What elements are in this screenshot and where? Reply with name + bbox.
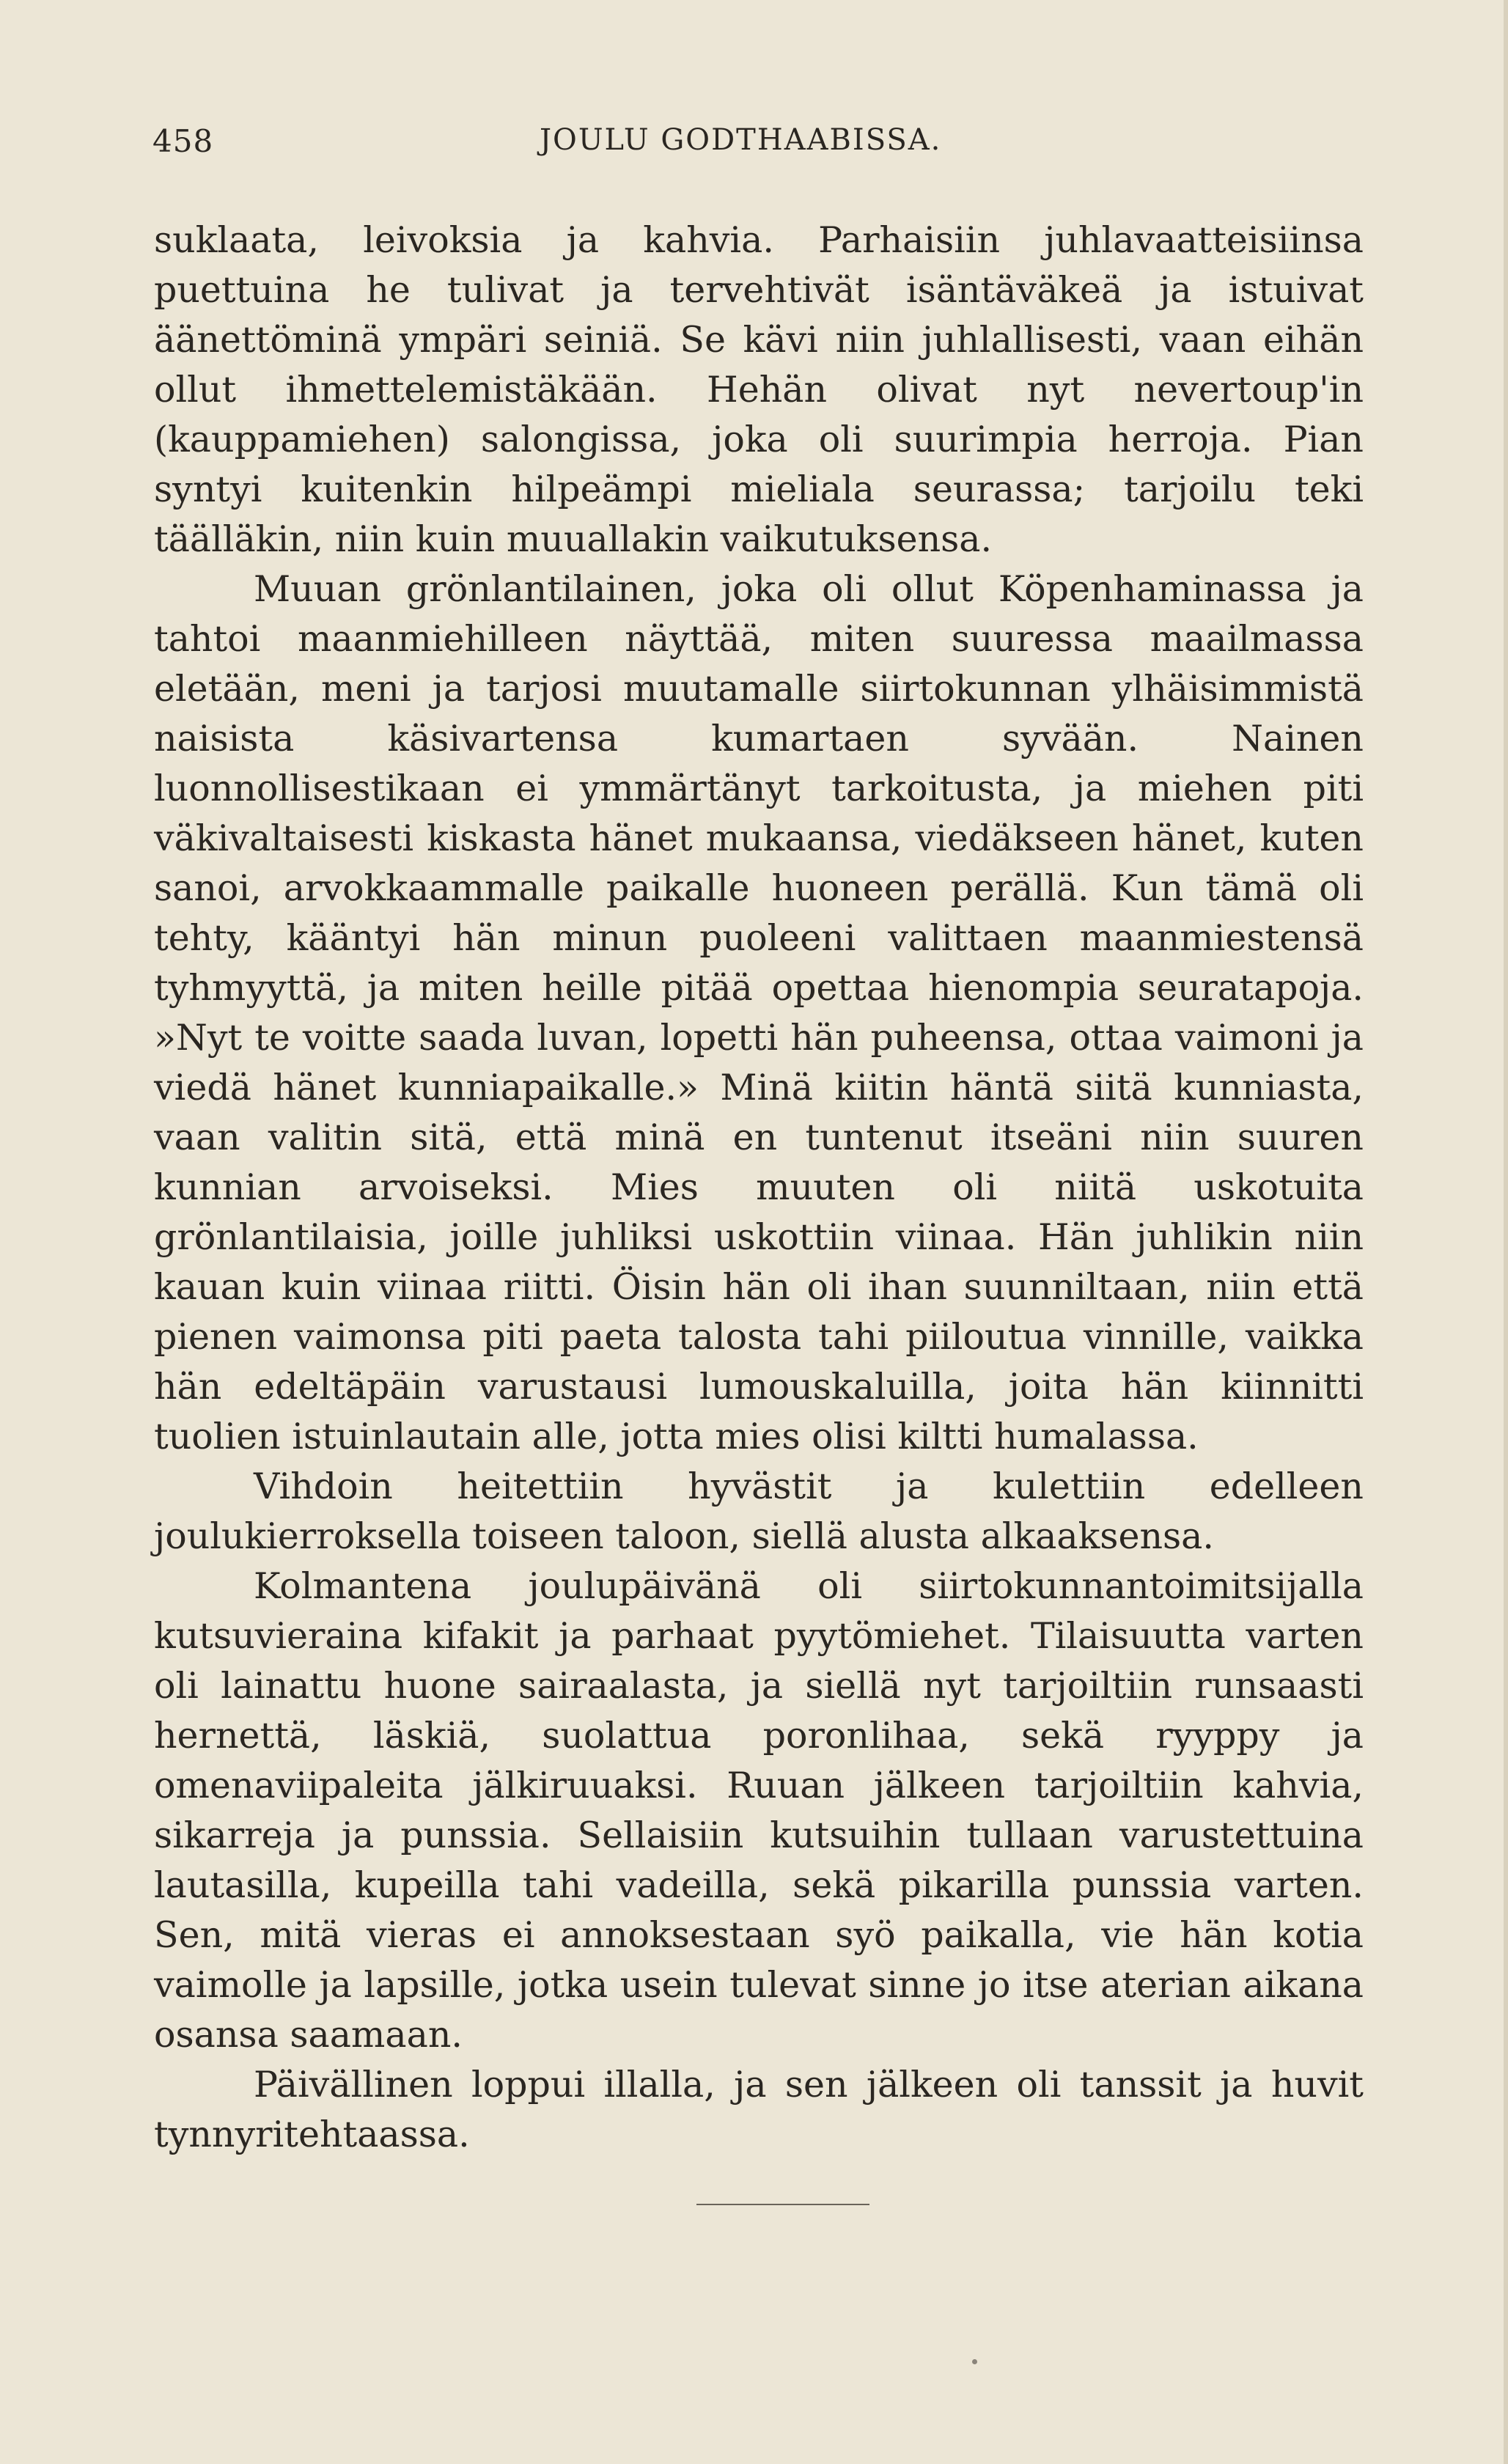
paper-speck [972, 2359, 977, 2364]
page-header [152, 123, 1355, 167]
section-divider [696, 2204, 869, 2205]
running-title: JOULU GODTHAABISSA. [540, 123, 942, 157]
page-number: 458 [152, 123, 214, 159]
paragraph-4: Kolmantena joulupäivänä oli siirtokunnantoimitsijalla kutsuvieraina kifakit ja parhaat pyytömiehet. Tilaisuutta varten oli lainattu huone sairaalasta, ja siellä nyt tarjoiltiin runsaasti hernettä, läskiä, suolattua poronlihaa, sekä ryyppy ja omenaviipaleita jälkiruuaksi. Ruuan jälkeen tarjoiltiin kahvia, sikarreja ja punssia. Sellaisiin kutsuihin tullaan varustettuina lautasilla, kupeilla tahi vadeilla, sekä pikarilla punssia varten. Sen, mitä vieras ei annoksestaan syö paikalla, vie hän kotia vaimolle ja lapsille, jotka usein tulevat sinne jo itse aterian aikana osansa saamaan. [154, 1565, 1364, 2056]
page-edge [1504, 0, 1508, 2464]
paragraph-3: Vihdoin heitettiin hyvästit ja kulettiin edelleen joulukierroksella toiseen taloon, siellä alusta alkaaksensa. [154, 1465, 1364, 1557]
body-text [154, 216, 1364, 2160]
paragraph-5: Päivällinen loppui illalla, ja sen jälkeen oli tanssit ja huvit tynnyritehtaassa. [154, 2064, 1364, 2155]
paragraph-1: suklaata, leivoksia ja kahvia. Parhaisiin juhlavaatteisiinsa puettuina he tulivat ja tervehtivät isäntäväkeä ja istuivat äänettöminä ympäri seiniä. Se kävi niin juhlallisesti, vaan eihän ollut ihmettelemistäkään. Hehän olivat nyt nevertoup'in (kauppamiehen) salongissa, joka oli suurimpia herroja. Pian syntyi kuitenkin hilpeämpi mieliala seurassa; tarjoilu teki täälläkin, niin kuin muuallakin vaikutuksensa. [154, 219, 1364, 560]
paragraph-2: Muuan grönlantilainen, joka oli ollut Köpenhaminassa ja tahtoi maanmiehilleen näyttää, miten suuressa maailmassa eletään, meni ja tarjosi muutamalle siirtokunnan ylhäisimmistä naisista käsivartensa kumartaen syvään. Nainen luonnollisestikaan ei ymmärtänyt tarkoitusta, ja miehen piti väkivaltaisesti kiskasta hänet mukaansa, viedäkseen hänet, kuten sanoi, arvokkaammalle paikalle huoneen perällä. Kun tämä oli tehty, kääntyi hän minun puoleeni valittaen maanmiestensä tyhmyyttä, ja miten heille pitää opettaa hienompia seuratapoja. »Nyt te voitte saada luvan, lopetti hän puheensa, ottaa vaimoni ja viedä hänet kunniapaikalle.» Minä kiitin häntä siitä kunniasta, vaan valitin sitä, että minä en tuntenut itseäni niin suuren kunnian arvoiseksi. Mies muuten oli niitä uskotuita grönlantilaisia, joille juhliksi uskottiin viinaa. Hän juhlikin niin kauan kuin viinaa riitti. Öisin hän oli ihan suunniltaan, niin että pienen vaimonsa piti paeta talosta tahi piiloutua vinnille, vaikka hän edeltäpäin varustausi lumouskaluilla, joita hän kiinnitti tuolien istuinlautain alle, jotta mies olisi kiltti humalassa. [154, 568, 1364, 1457]
